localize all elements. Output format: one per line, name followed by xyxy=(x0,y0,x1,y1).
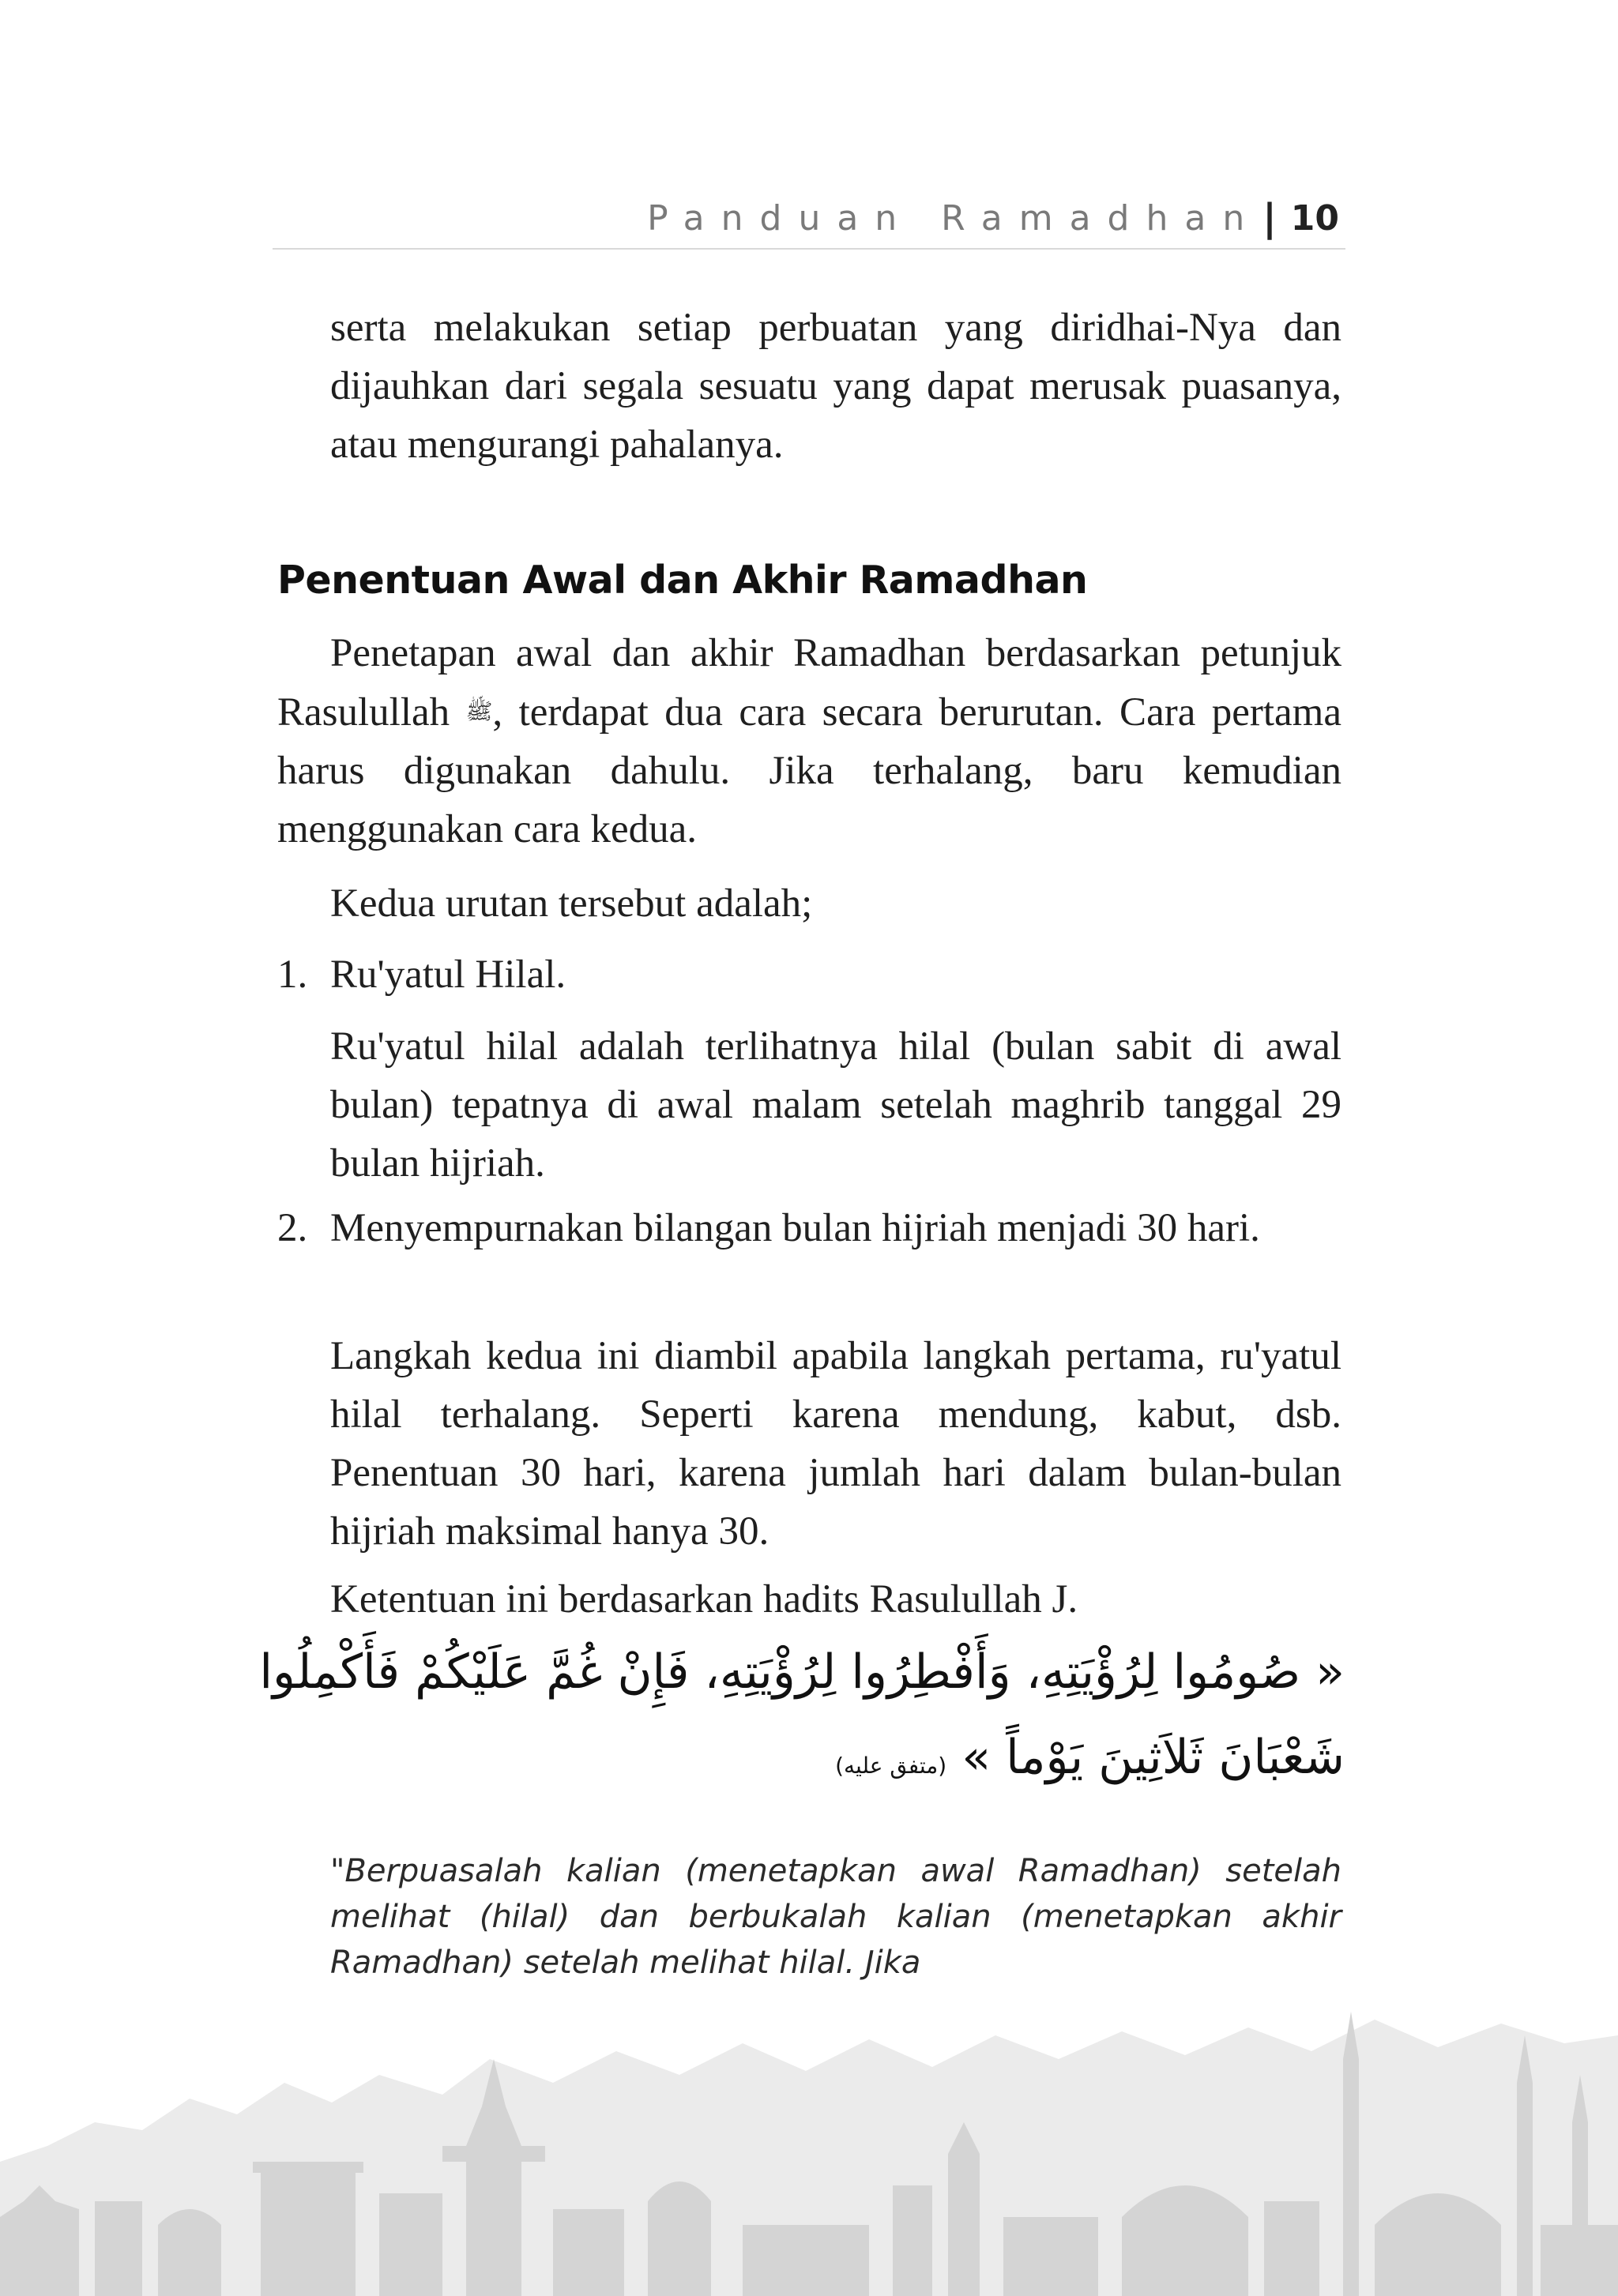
paragraph-kedua-urutan: Kedua urutan tersebut adalah; xyxy=(330,881,813,926)
hadith-intro: Ketentuan ini berdasarkan hadits Rasulullah J. xyxy=(330,1577,1078,1621)
arabic-hadith-source: (متفق عليه) xyxy=(835,1753,947,1779)
paragraph-penetapan-end: , terdapat dua cara secara berurutan. Cara pertama harus digunakan dahulu. Jika terhalang, baru kemudian menggunakan cara kedua. xyxy=(277,690,1341,851)
section-heading: Penentuan Awal dan Akhir Ramadhan xyxy=(277,558,1088,603)
arabic-hadith-line-2 xyxy=(835,1730,1345,1785)
list-number-2: 2. xyxy=(277,1206,308,1250)
paragraph-penetapan-start: Penetapan awal dan akhir Ramadhan berdasarkan petunjuk Rasulullah xyxy=(277,631,1341,735)
intro-paragraph: serta melakukan setiap perbuatan yang diridhai-Nya dan dijauhkan dari segala sesuatu yang dapat merusak puasanya, atau mengurangi pahalanya. xyxy=(330,306,1341,467)
arabic-hadith-line-1: « صُومُوا لِرُؤْيَتِهِ، وَأَفْطِرُوا لِرُؤْيَتِهِ، فَإِنْ غُمَّ عَلَيْكُمْ فَأَكْمِلُوا xyxy=(259,1644,1345,1700)
city-skyline-illustration xyxy=(0,1964,1618,2296)
page-number: 10 xyxy=(1290,197,1339,239)
list-item-body-1: Ru'yatul hilal adalah terlihatnya hilal (bulan sabit di awal bulan) tepatnya di awal malam setelah maghrib tanggal 29 bulan hijriah. xyxy=(330,1024,1341,1186)
list-number-1: 1. xyxy=(277,953,308,997)
paragraph-penetapan xyxy=(277,624,1341,859)
hadith-translation: "Berpuasalah kalian (menetapkan awal Ramadhan) setelah melihat (hilal) dan berbukalah kalian (menetapkan akhir Ramadhan) setelah melihat hilal. Jika xyxy=(330,1853,1341,1981)
saw-symbol: ﷺ xyxy=(465,698,493,724)
book-title: Panduan Ramadhan xyxy=(647,197,1262,239)
header-separator: | xyxy=(1262,196,1277,240)
arabic-hadith-text-2: شَعْبَانَ ثَلاَثِينَ يَوْماً » xyxy=(961,1730,1345,1785)
list-item-title-1: Ru'yatul Hilal. xyxy=(330,953,566,997)
list-item-title-2: Menyempurnakan bilangan bulan hijriah menjadi 30 hari. xyxy=(330,1206,1260,1250)
list-item-body-2: Langkah kedua ini diambil apabila langkah pertama, ru'yatul hilal terhalang. Seperti karena mendung, kabut, dsb. Penentuan 30 hari, karena jumlah hari dalam bulan-bulan hijriah maksimal hanya 30. xyxy=(330,1334,1341,1554)
page-header xyxy=(273,193,1345,250)
